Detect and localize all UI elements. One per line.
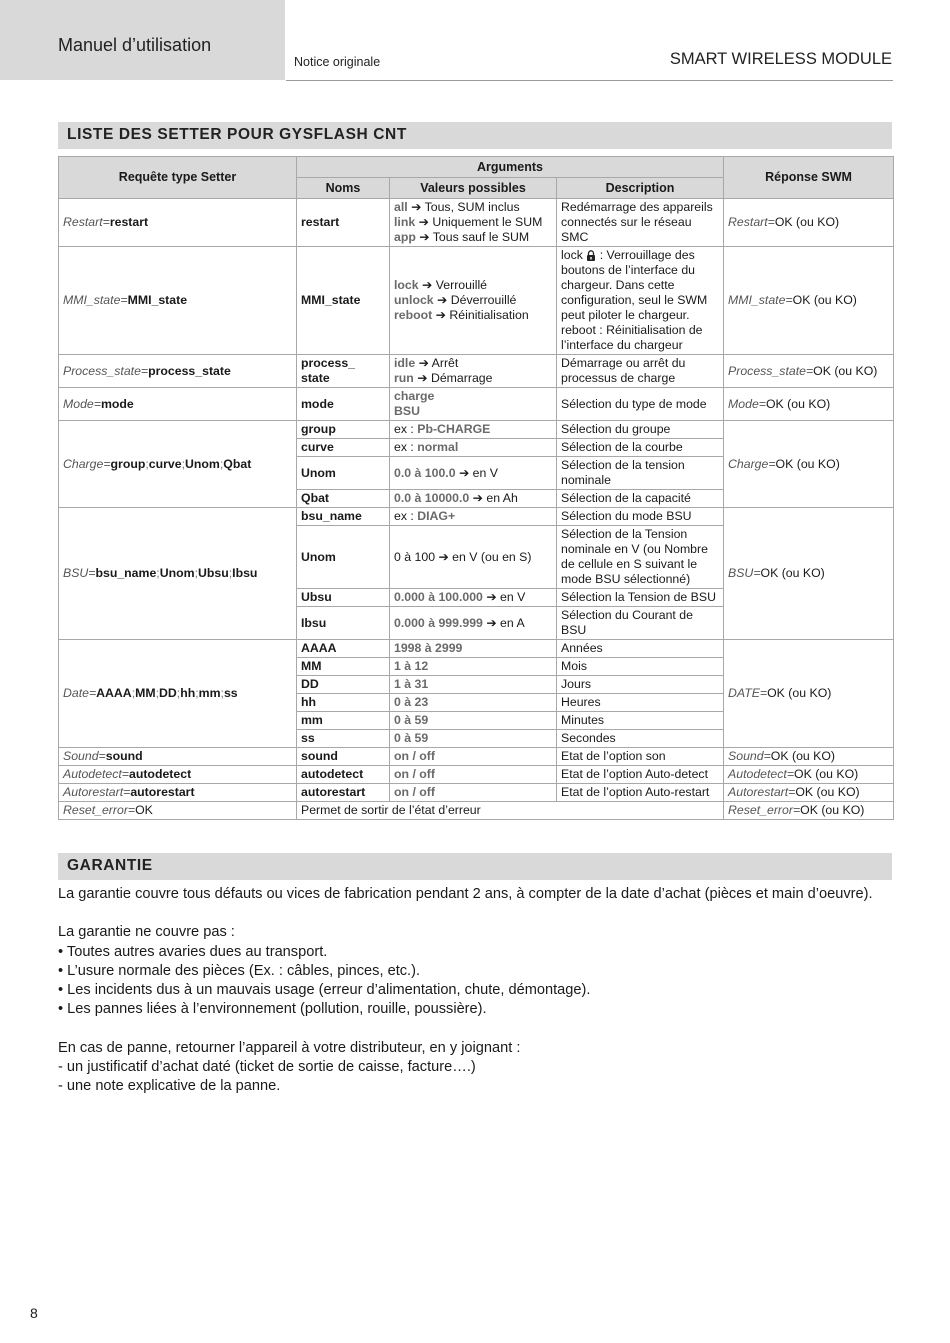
values-cell: 0.0 à 100.0 ➔ en V xyxy=(390,457,557,490)
description-cell: Sélection du groupe xyxy=(557,421,724,439)
table-row xyxy=(59,355,894,388)
arg-name-cell: bsu_name xyxy=(297,508,390,526)
arg-name-cell: MM xyxy=(297,658,390,676)
request-cell: Charge=group;curve;Unom;Qbat xyxy=(59,421,297,508)
list-item: • Les pannes liées à l’environnement (pollution, rouille, poussière). xyxy=(58,1001,487,1018)
request-cell: Date=AAAA;MM;DD;hh;mm;ss xyxy=(59,640,297,748)
values-cell: on / off xyxy=(390,784,557,802)
arg-name-cell: autorestart xyxy=(297,784,390,802)
setter-table xyxy=(58,156,894,820)
description-cell: Sélection de la capacité xyxy=(557,490,724,508)
response-cell: DATE=OK (ou KO) xyxy=(724,640,894,748)
table-row xyxy=(59,748,894,766)
description-cell: Etat de l’option Auto-detect xyxy=(557,766,724,784)
values-cell: 0.0 à 10000.0 ➔ en Ah xyxy=(390,490,557,508)
section-title-bar xyxy=(58,122,892,149)
warranty-exclusions-intro: La garantie ne couvre pas : xyxy=(58,924,235,941)
warranty-title-bar xyxy=(58,853,892,880)
values-cell: on / off xyxy=(390,766,557,784)
response-cell: Charge=OK (ou KO) xyxy=(724,421,894,508)
values-cell: 0 à 23 xyxy=(390,694,557,712)
description-cell: Sélection du Courant de BSU xyxy=(557,607,724,640)
request-cell: Sound=sound xyxy=(59,748,297,766)
request-cell: Mode=mode xyxy=(59,388,297,421)
arg-name-cell: hh xyxy=(297,694,390,712)
product-name: SMART WIRELESS MODULE xyxy=(669,50,892,68)
manual-title: Manuel d’utilisation xyxy=(58,35,212,55)
request-cell: Restart=restart xyxy=(59,199,297,247)
values-cell: 1 à 31 xyxy=(390,676,557,694)
arg-name-cell: mm xyxy=(297,712,390,730)
response-cell: Autorestart=OK (ou KO) xyxy=(724,784,894,802)
request-cell: Reset_error=OK xyxy=(59,802,297,820)
arg-name-cell: Ibsu xyxy=(297,607,390,640)
description-cell: Secondes xyxy=(557,730,724,748)
values-cell: ex : Pb-CHARGE xyxy=(390,421,557,439)
section-title: LISTE DES SETTER POUR GYSFLASH CNT xyxy=(67,126,407,143)
values-cell: 0 à 100 ➔ en V (ou en S) xyxy=(390,526,557,589)
arg-name-cell: restart xyxy=(297,199,390,247)
description-cell: Sélection du type de mode xyxy=(557,388,724,421)
arg-name-cell: Ubsu xyxy=(297,589,390,607)
page-number: 8 xyxy=(30,1305,38,1321)
arg-name-cell: DD xyxy=(297,676,390,694)
request-cell: Process_state=process_state xyxy=(59,355,297,388)
table-row xyxy=(59,802,894,820)
request-cell: Autodetect=autodetect xyxy=(59,766,297,784)
arg-name-cell: Qbat xyxy=(297,490,390,508)
table-row xyxy=(59,640,894,658)
values-cell: 0.000 à 100.000 ➔ en V xyxy=(390,589,557,607)
arg-name-cell: MMI_state xyxy=(297,247,390,355)
lock-icon xyxy=(586,250,596,261)
description-cell: Sélection de la tension nominale xyxy=(557,457,724,490)
table-row xyxy=(59,421,894,439)
list-item: • Toutes autres avaries dues au transport. xyxy=(58,943,328,960)
description-cell: Mois xyxy=(557,658,724,676)
arg-name-cell: group xyxy=(297,421,390,439)
values-cell: 1 à 12 xyxy=(390,658,557,676)
response-cell: Restart=OK (ou KO) xyxy=(724,199,894,247)
table-row xyxy=(59,784,894,802)
description-cell: Démarrage ou arrêt du processus de charge xyxy=(557,355,724,388)
values-cell: all ➔ Tous, SUM inclus link ➔ Uniquement le SUM app ➔ Tous sauf le SUM xyxy=(390,199,557,247)
values-cell: on / off xyxy=(390,748,557,766)
request-cell: Autorestart=autorestart xyxy=(59,784,297,802)
description-cell: Heures xyxy=(557,694,724,712)
table-row xyxy=(59,508,894,526)
values-cell: charge BSU xyxy=(390,388,557,421)
description-cell: Sélection de la Tension nominale en V (ou Nombre de cellule en S suivant le mode BSU sélectionné) xyxy=(557,526,724,589)
response-cell: MMI_state=OK (ou KO) xyxy=(724,247,894,355)
header-arguments: Arguments xyxy=(297,157,724,178)
arg-name-cell: process_ state xyxy=(297,355,390,388)
header-description: Description xyxy=(557,178,724,199)
values-cell: 0.000 à 999.999 ➔ en A xyxy=(390,607,557,640)
request-cell: BSU=bsu_name;Unom;Ubsu;Ibsu xyxy=(59,508,297,640)
description-cell: Sélection du mode BSU xyxy=(557,508,724,526)
list-item: - une note explicative de la panne. xyxy=(58,1078,281,1095)
description-cell: Permet de sortir de l’état d’erreur xyxy=(297,802,724,820)
list-item: • L’usure normale des pièces (Ex. : câbles, pinces, etc.). xyxy=(58,962,421,979)
description-cell: Années xyxy=(557,640,724,658)
response-cell: BSU=OK (ou KO) xyxy=(724,508,894,640)
values-cell: 0 à 59 xyxy=(390,730,557,748)
arg-name-cell: AAAA xyxy=(297,640,390,658)
table-row xyxy=(59,247,894,355)
spacer xyxy=(58,1020,888,1039)
values-cell: ex : DIAG+ xyxy=(390,508,557,526)
arg-name-cell: autodetect xyxy=(297,766,390,784)
response-cell: Sound=OK (ou KO) xyxy=(724,748,894,766)
list-item: - un justificatif d’achat daté (ticket de sortie de caisse, facture….) xyxy=(58,1059,476,1076)
header-values: Valeurs possibles xyxy=(390,178,557,199)
table-row xyxy=(59,766,894,784)
values-cell: lock ➔ Verrouillé unlock ➔ Déverrouillé reboot ➔ Réinitialisation xyxy=(390,247,557,355)
description-cell: lock : Verrouillage des boutons de l’interface du chargeur. Dans cette configuration, seul le SWM peut piloter le chargeur. reboot : Réinitialisation de l’interface du chargeur xyxy=(557,247,724,355)
description-cell: Etat de l’option son xyxy=(557,748,724,766)
description-cell: Etat de l’option Auto-restart xyxy=(557,784,724,802)
arg-name-cell: ss xyxy=(297,730,390,748)
arg-name-cell: curve xyxy=(297,439,390,457)
request-cell: MMI_state=MMI_state xyxy=(59,247,297,355)
response-cell: Process_state=OK (ou KO) xyxy=(724,355,894,388)
arg-name-cell: sound xyxy=(297,748,390,766)
description-cell: Sélection la Tension de BSU xyxy=(557,589,724,607)
table-header-row xyxy=(59,157,894,178)
header-request: Requête type Setter xyxy=(59,157,297,199)
header-response: Réponse SWM xyxy=(724,157,894,199)
values-cell: idle ➔ Arrêt run ➔ Démarrage xyxy=(390,355,557,388)
return-instructions: En cas de panne, retourner l’appareil à votre distributeur, en y joignant : xyxy=(58,1039,521,1056)
response-cell: Autodetect=OK (ou KO) xyxy=(724,766,894,784)
warranty-text xyxy=(58,885,888,1097)
table-row xyxy=(59,388,894,421)
notice-label: Notice originale xyxy=(294,55,381,69)
arg-name-cell: mode xyxy=(297,388,390,421)
description-cell: Jours xyxy=(557,676,724,694)
values-cell: 1998 à 2999 xyxy=(390,640,557,658)
values-cell: 0 à 59 xyxy=(390,712,557,730)
arg-name-cell: Unom xyxy=(297,526,390,589)
response-cell: Reset_error=OK (ou KO) xyxy=(724,802,894,820)
description-cell: Sélection de la courbe xyxy=(557,439,724,457)
header-divider xyxy=(286,80,893,81)
description-cell: Redémarrage des appareils connectés sur le réseau SMC xyxy=(557,199,724,247)
warranty-paragraph: La garantie couvre tous défauts ou vices de fabrication pendant 2 ans, à compter de la date d’achat (pièces et main d’oeuvre). xyxy=(58,886,873,902)
response-cell: Mode=OK (ou KO) xyxy=(724,388,894,421)
description-cell: Minutes xyxy=(557,712,724,730)
list-item: • Les incidents dus à un mauvais usage (erreur d’alimentation, chute, démontage). xyxy=(58,982,591,999)
arg-name-cell: Unom xyxy=(297,457,390,490)
table-row xyxy=(59,199,894,247)
header-names: Noms xyxy=(297,178,390,199)
spacer xyxy=(58,904,888,923)
warranty-title: GARANTIE xyxy=(67,857,153,874)
values-cell: ex : normal xyxy=(390,439,557,457)
